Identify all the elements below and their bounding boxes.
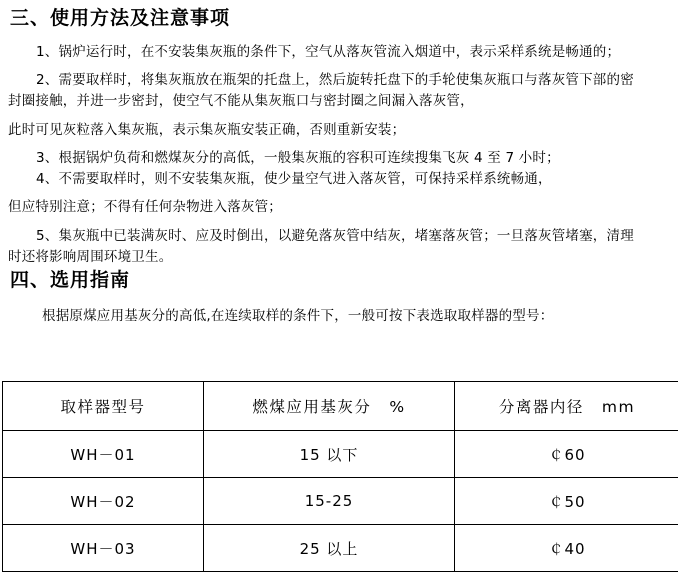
paragraph-5: 5、集灰瓶中已装满灰时、应及时倒出，以避免落灰管中结灰，堵塞落灰管；一旦落灰管堵塞，清理 xyxy=(36,228,634,244)
paragraph-3: 3、根据锅炉负荷和燃煤灰分的高低，一般集灰瓶的容积可连续搜集飞灰 4 至 7 小时； xyxy=(36,150,560,166)
paragraph-2-cont: 封圈接触，并进一步密封，使空气不能从集灰瓶口与密封圈之间漏入落灰管， xyxy=(8,93,474,109)
model-selection-table xyxy=(2,381,678,572)
cell-ash: 15-25 xyxy=(204,478,455,525)
cell-diameter: ￠60 xyxy=(455,431,678,478)
table-row xyxy=(3,478,678,525)
paragraph-5-cont: 时还将影响周围环境卫生。 xyxy=(8,249,173,265)
paragraph-4: 4、不需要取样时，则不安装集灰瓶，使少量空气进入落灰管，可保持采样系统畅通， xyxy=(36,171,552,187)
table-row xyxy=(3,525,678,572)
table-header-ash-unit: % xyxy=(389,398,406,416)
section-heading-4: 四、选用指南 xyxy=(10,269,131,291)
table-header-model: 取样器型号 xyxy=(3,382,204,431)
paragraph-2-cont-2: 此时可见灰粒落入集灰瓶，表示集灰瓶安装正确，否则重新安装； xyxy=(8,122,406,138)
table-header-diameter-label: 分离器内径 xyxy=(498,398,584,416)
table-row xyxy=(3,431,678,478)
cell-model: WH－01 xyxy=(3,431,204,478)
paragraph-1: 1、锅炉运行时，在不安装集灰瓶的条件下，空气从落灰管流入烟道中，表示采样系统是畅通的； xyxy=(36,44,621,60)
cell-diameter: ￠40 xyxy=(455,525,678,572)
table-header-diameter xyxy=(455,382,678,431)
selection-guide-lead-in: 根据原煤应用基灰分的高低,在连续取样的条件下，一般可按下表选取取样器的型号： xyxy=(42,308,554,324)
cell-model: WH－03 xyxy=(3,525,204,572)
cell-diameter: ￠50 xyxy=(455,478,678,525)
cell-model: WH－02 xyxy=(3,478,204,525)
table-header-row xyxy=(3,382,678,431)
table-header-ash xyxy=(204,382,455,431)
section-heading-3: 三、使用方法及注意事项 xyxy=(10,7,231,29)
paragraph-4-cont: 但应特别注意；不得有任何杂物进入落灰管； xyxy=(8,199,282,215)
table-header-ash-label: 燃煤应用基灰分 xyxy=(252,398,372,416)
cell-ash: 15 以下 xyxy=(204,431,455,478)
table-header-diameter-unit: mm xyxy=(601,398,636,416)
cell-ash: 25 以上 xyxy=(204,525,455,572)
paragraph-2: 2、需要取样时，将集灰瓶放在瓶架的托盘上，然后旋转托盘下的手轮使集灰瓶口与落灰管下部的密 xyxy=(36,72,634,88)
